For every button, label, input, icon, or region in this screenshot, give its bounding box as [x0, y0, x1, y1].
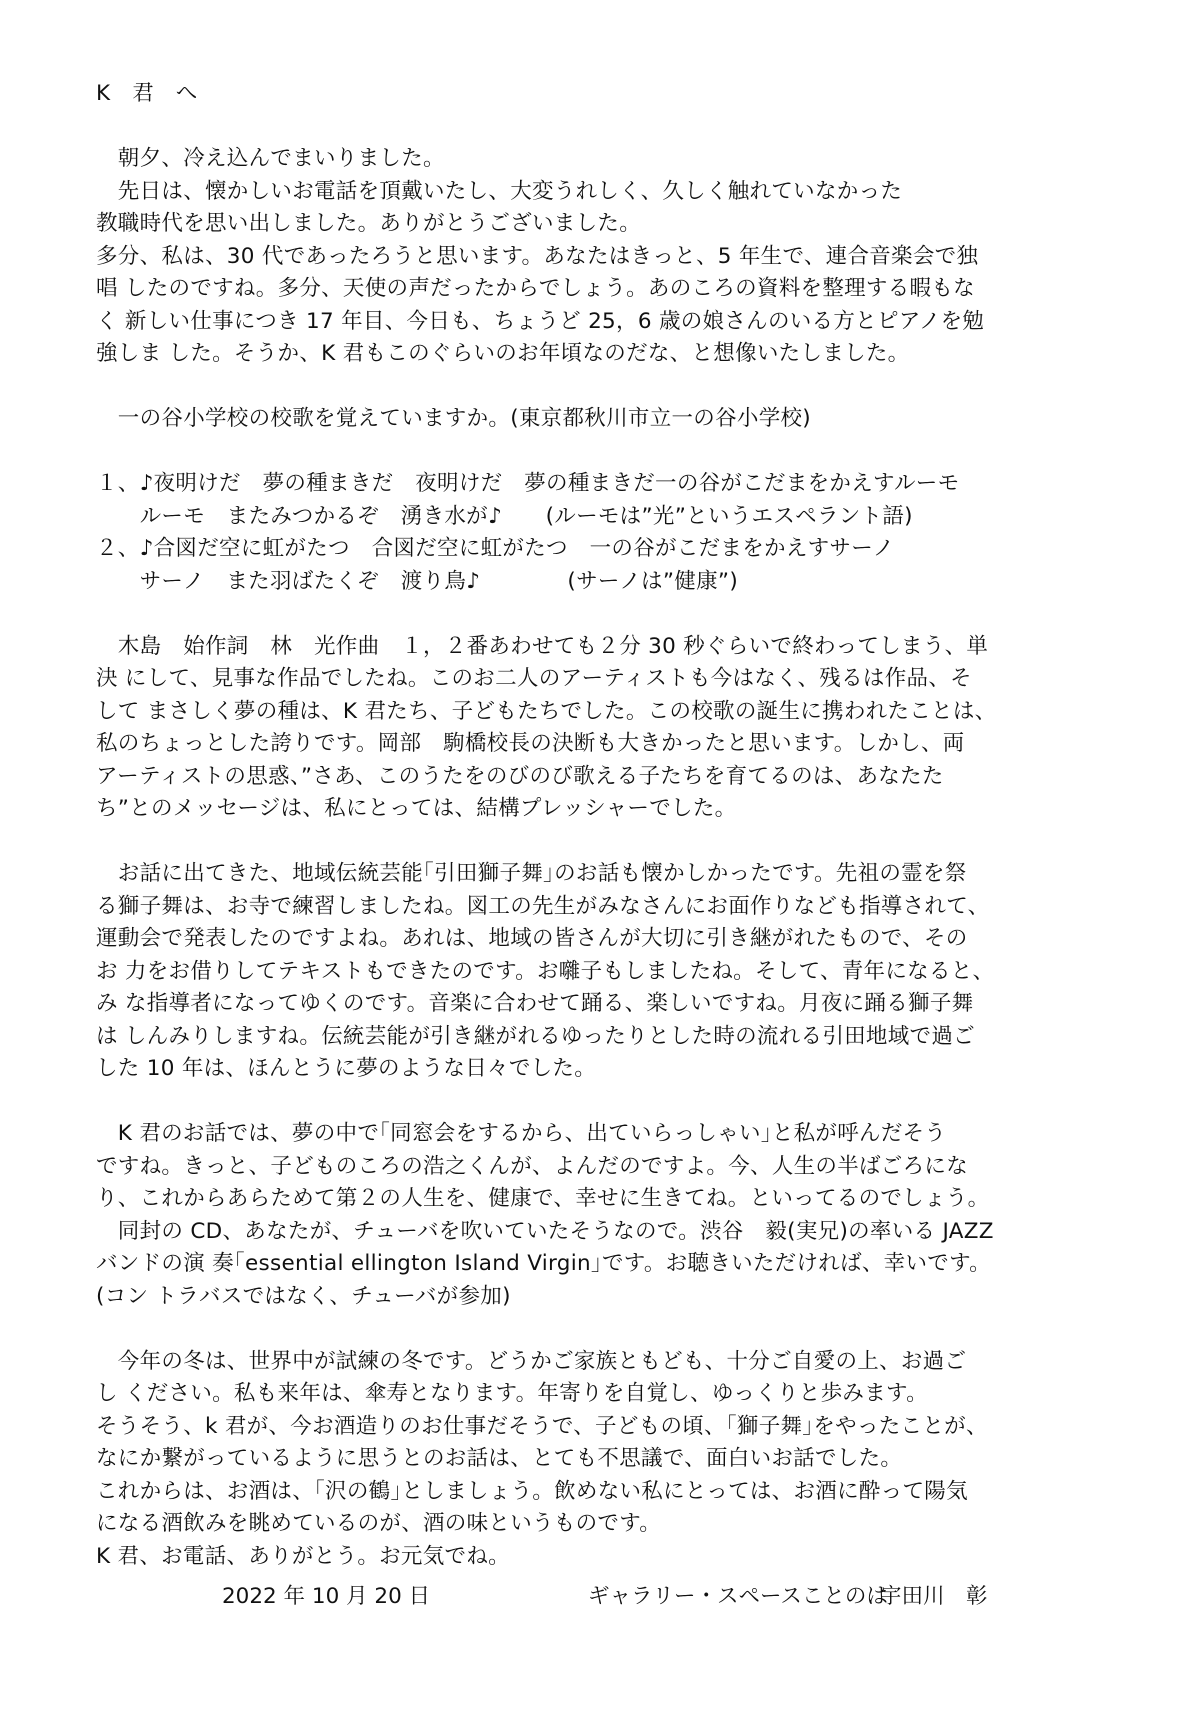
- spacer: [96, 826, 1116, 859]
- text-line: お 力をお借りしてテキストもできたのです。お囃子もしましたね。そして、青年になると、: [96, 958, 995, 984]
- signature-line: [0, 1580, 1200, 1614]
- text-line: 多分、私は、30 代であったろうと思います。あなたはきっと、5 年生で、連合音楽会で独: [96, 243, 979, 269]
- spacer: [96, 111, 1116, 144]
- text-line: く 新しい仕事につき 17 年目、今日も、ちょうど 25，6 歳の娘さんのいる方とピアノを勉: [96, 308, 985, 334]
- paragraph-closing: [96, 1346, 1116, 1574]
- text-line: アーティストの思惑、”さあ、このうたをのびのび歌える子たちを育てるのは、あなたた: [96, 763, 944, 789]
- text-line: 今年の冬は、世界中が試練の冬です。どうかご家族ともども、十分ご自愛の上、お過ご: [96, 1348, 967, 1374]
- text-line: る獅子舞は、お寺で練習しましたね。図工の先生がみなさんにお面作りなども指導されて、: [96, 893, 990, 919]
- lyrics-line: ２、♪合図だ空に虹がたつ 合図だ空に虹がたつ 一の谷がこだまをかえすサーノ: [96, 536, 895, 561]
- text-line: した 10 年は、ほんとうに夢のような日々でした。: [96, 1056, 597, 1081]
- text-line: になる酒飲みを眺めているのが、酒の味というものです。: [96, 1511, 662, 1536]
- text-line: 朝夕、冷え込んでまいりました。: [96, 146, 445, 171]
- text-line: 私のちょっとした誇りです。岡部 駒橋校長の決断も大きかったと思います。しかし、両: [96, 731, 965, 756]
- lyrics-line: ルーモ またみつかるぞ 湧き水が♪ (ルーモは”光”というエスペラント語): [96, 503, 913, 529]
- text-line: これからは、お酒は、｢沢の鶴｣としましょう。飲めない私にとっては、お酒に酔って陽気: [96, 1478, 968, 1504]
- gallery-name: ギャラリー・スペースことのは: [588, 1584, 888, 1609]
- spacer: [96, 371, 1116, 404]
- author-name: 宇田川 彰: [880, 1584, 988, 1609]
- text-line: 運動会で発表したのですよね。あれは、地域の皆さんが大切に引き継がれたもので、その: [96, 926, 968, 951]
- text-line: 同封の CD、あなたが、チューバを吹いていたそうなので。渋谷 毅(実兄)の率いる JAZZ: [96, 1218, 994, 1244]
- school-song-lyrics: [96, 468, 1116, 598]
- text-line: なにか繋がっているように思うとのお話は、とても不思議で、面白いお話でした。: [96, 1446, 903, 1471]
- text-line: バンドの演 奏｢essential ellington Island Virgin｣です。お聴きいただければ、幸いです。: [96, 1251, 991, 1276]
- text-line: 唱 したのですね。多分、天使の声だったからでしょう。あのころの資料を整理する暇もな: [96, 276, 975, 301]
- text-line: 決 にして、見事な作品でしたね。このお二人のアーティストも今はなく、残るは作品、そ: [96, 666, 972, 691]
- text-line: は しんみりしますね。伝統芸能が引き継がれるゆったりとした時の流れる引田地域で過ご: [96, 1023, 975, 1049]
- spacer: [96, 1313, 1116, 1346]
- spacer: [96, 436, 1116, 469]
- text-line: 教職時代を思い出しました。ありがとうございました。: [96, 211, 642, 236]
- text-line: り、これからあらためて第２の人生を、健康で、幸せに生きてね。といってるのでしょう。: [96, 1186, 990, 1211]
- spacer: [96, 1086, 1116, 1119]
- text-line: ですね。きっと、子どものころの浩之くんが、よんだのですよ。今、人生の半ばごろにな: [96, 1153, 969, 1179]
- letter-body: [96, 78, 1116, 1573]
- paragraph-shishimai: [96, 858, 1116, 1086]
- text-line: み な指導者になってゆくのです。音楽に合わせて踊る、楽しいですね。月夜に踊る獅子舞: [96, 991, 974, 1016]
- paragraph-greeting: [96, 143, 1116, 371]
- text-line: して まさしく夢の種は、K 君たち、子どもたちでした。この校歌の誕生に携われたことは、: [96, 698, 997, 724]
- text-line: ち”とのメッセージは、私にとっては、結構プレッシャーでした。: [96, 796, 737, 821]
- text-line: K 君、お電話、ありがとう。お元気でね。: [96, 1543, 510, 1569]
- lyrics-line: サーノ また羽ばたくぞ 渡り鳥♪ (サーノは”健康”): [96, 568, 739, 594]
- paragraph-dream-cd: [96, 1118, 1116, 1313]
- lyrics-line: １、♪夜明けだ 夢の種まきだ 夜明けだ 夢の種まきだ一の谷がこだまをかえすルーモ: [96, 471, 960, 496]
- text-line: そうそう、k 君が、今お酒造りのお仕事だそうで、子どもの頃、｢獅子舞｣をやったことが、: [96, 1413, 988, 1439]
- text-line: K 君のお話では、夢の中で｢同窓会をするから、出ていらっしゃい｣と私が呼んだそう: [96, 1121, 947, 1146]
- school-song-question: 一の谷小学校の校歌を覚えていますか。(東京都秋川市立一の谷小学校): [96, 406, 811, 431]
- text-line: お話に出てきた、地域伝統芸能｢引田獅子舞｣のお話も懐かしかったです。先祖の霊を祭: [96, 861, 967, 886]
- salutation: K 君 へ: [96, 81, 198, 106]
- text-line: 先日は、懐かしいお電話を頂戴いたし、大変うれしく、久しく触れていなかった: [96, 178, 903, 204]
- text-line: 木島 始作詞 林 光作曲 １，２番あわせても２分 30 秒ぐらいで終わってしまう、単: [96, 633, 989, 659]
- text-line: 強しま した。そうか、K 君もこのぐらいのお年頃なのだな、と想像いたしました。: [96, 341, 910, 366]
- spacer: [96, 598, 1116, 631]
- letter-date: 2022 年 10 月 20 日: [222, 1584, 431, 1609]
- paragraph-song-credits: [96, 631, 1116, 826]
- text-line: (コン トラバスではなく、チューバが参加): [96, 1283, 511, 1309]
- text-line: し ください。私も来年は、傘寿となります。年寄りを自覚し、ゆっくりと歩みます。: [96, 1381, 928, 1406]
